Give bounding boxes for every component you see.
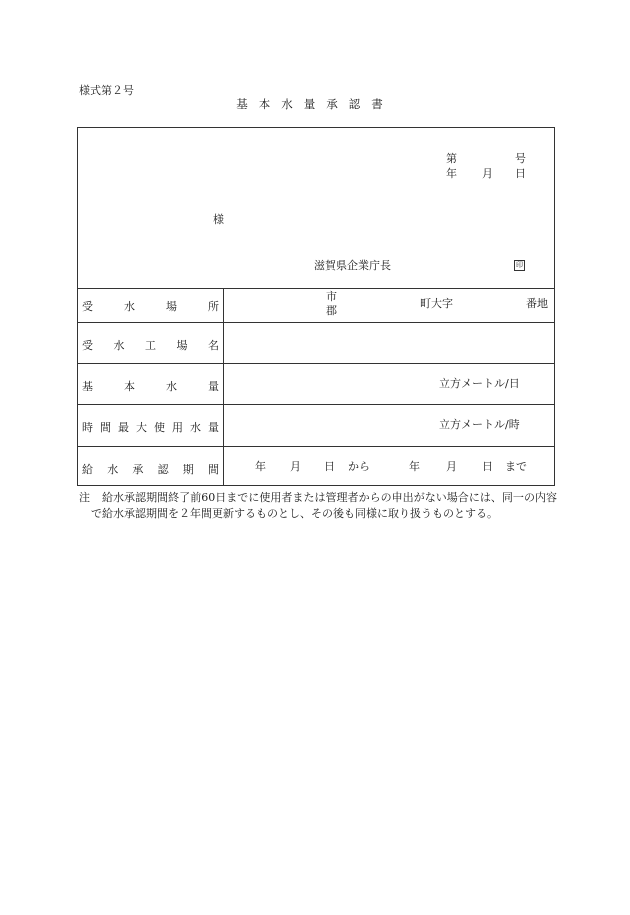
period-from: から [348,460,370,473]
footnote-mark: 注 [79,491,90,504]
row-label-basic-volume: 基 本 水 量 [82,380,219,393]
row-divider [77,322,555,323]
basic-volume-unit: 立方メートル/日 [439,377,520,390]
row-label-period: 給 水 承 認 期 間 [82,463,219,476]
footnote-text: 給水承認期間終了前60日までに使用者または管理者からの申出がない場合には、同一の内容で給水承認期間を２年間更新するものとし、その後も同様に取り扱うものとする。 [91,491,557,520]
period-month-from: 月 [290,460,301,473]
row-label-factory-name: 受 水 工 場 名 [82,339,219,352]
period-year-from: 年 [255,460,266,473]
date-day: 日 [515,167,526,180]
row-divider [77,404,555,405]
location-lot: 番地 [526,297,548,310]
footnote [79,490,557,522]
period-day-to: 日 [482,460,493,473]
column-divider [223,288,224,486]
period-to: まで [505,460,527,473]
period-year-to: 年 [409,460,420,473]
period-day-from: 日 [324,460,335,473]
date-year: 年 [446,167,457,180]
addressee-suffix: 様 [213,213,224,226]
location-town: 町大字 [420,297,453,310]
issuer-name: 滋賀県企業庁長 [314,259,391,272]
document-title: 基本水量承認書 [236,97,394,111]
row-divider [77,288,555,289]
number-prefix: 第 [446,152,457,165]
number-suffix: 号 [515,152,526,165]
form-number: 様式第２号 [79,84,134,97]
location-county: 郡 [326,304,337,317]
max-hourly-unit: 立方メートル/時 [439,418,520,431]
location-city: 市 [326,290,337,303]
seal-mark: 印 [516,261,523,269]
row-label-location: 受 水 場 所 [82,300,219,313]
date-month: 月 [482,167,493,180]
row-divider [77,363,555,364]
row-label-max-hourly: 時 間 最 大 使 用 水 量 [82,421,219,434]
period-month-to: 月 [446,460,457,473]
row-divider [77,446,555,447]
